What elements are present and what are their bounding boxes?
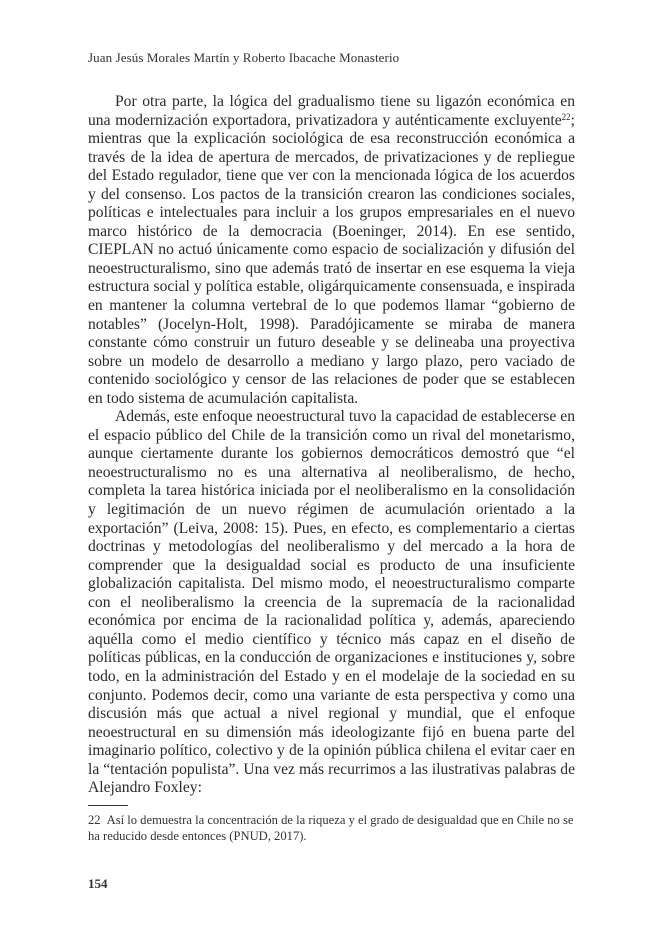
footnote: [88, 813, 575, 844]
page-number: 154: [88, 876, 108, 891]
footnote-divider: [88, 805, 128, 806]
paragraph-2: Además, este enfoque neoestructural tuvo la capacidad de establecerse en el espacio público del Chile de la transición como un rival del monetarismo, aunque ciertamente durante los gobiernos democráticos demostró que “el neoestructuralismo no es una alternativa al neoliberalismo, de hecho, completa la tarea histórica iniciada por el neoliberalismo en la consolidación y legitimación de un nuevo régimen de acumulación orientado a la exportación” (Leiva, 2008: 15). Pues, en efecto, es complementario a ciertas doctrinas y metodologías del neoliberalismo y del mercado a la hora de comprender que la desigualdad social es producto de una insuficiente globalización capitalista. Del mismo modo, el neoestructuralismo comparte con el neoliberalismo la creencia de la supremacía de la racionalidad económica por encima de la racionalidad política y, además, apareciendo aquélla como el medio científico y técnico más capaz en el diseño de políticas públicas, en la conducción de organizaciones e instituciones y, sobre todo, en la administración del Estado y en el modelaje de la sociedad en su conjunto. Podemos decir, como una variante de esta perspectiva y como una discusión más que actual a nivel regional y mundial, que el enfoque neoestructural en su dimensión más ideologizante fijó en buena parte del imaginario político, colectivo y de la opinión pública chilena el evitar caer en la “tentación populista”. Una vez más recurrimos a las ilustrativas palabras de Alejandro Foxley:: [88, 408, 575, 797]
footnote-number: 22: [88, 813, 101, 827]
paragraph-1-text-end: ; mientras que la explicación sociológica de esa reconstrucción económica a través de la idea de apertura de mercados, de privatizaciones y de repliegue del Estado regulador, tiene que ver con la mencionada lógica de los acuerdos y del consenso. Los pactos de la transición crearon las condiciones sociales, políticas e intelectuales para incluir a los grupos empresariales en el nuevo marco histórico de la democracia (Boeninger, 2014). En ese sentido, CIEPLAN no actuó únicamente como espacio de socialización y difusión del neoestructuralismo, sino que además trató de insertar en ese esquema la vieja estructura social y política estable, oligárquicamente consensuada, e inspirada en mantener la columna vertebral de lo que podemos llamar “gobierno de notables” (Jocelyn-Holt, 1998). Paradójicamente se miraba de manera constante cómo construir un futuro deseable y se delineaba una proyectiva sobre un modelo de desarrollo a mediano y largo plazo, pero vaciado de contenido sociológico y censor de las relaciones de poder que se establecen en todo sistema de acumulación capitalista.: [88, 111, 575, 407]
footnote-reference[interactable]: 22: [561, 111, 571, 122]
paragraph-1-text-start: Por otra parte, la lógica del gradualismo tiene su ligazón económica en una modernización exportadora, privatizadora y auténticamente excluyente: [88, 93, 575, 129]
body-text: [88, 93, 575, 798]
running-header: Juan Jesús Morales Martín y Roberto Ibacache Monasterio: [88, 50, 400, 65]
paragraph-1: [88, 93, 575, 408]
footnote-text: Así lo demuestra la concentración de la riqueza y el grado de desigualdad que en Chile no se ha reducido desde entonces (PNUD, 2017).: [88, 813, 574, 843]
